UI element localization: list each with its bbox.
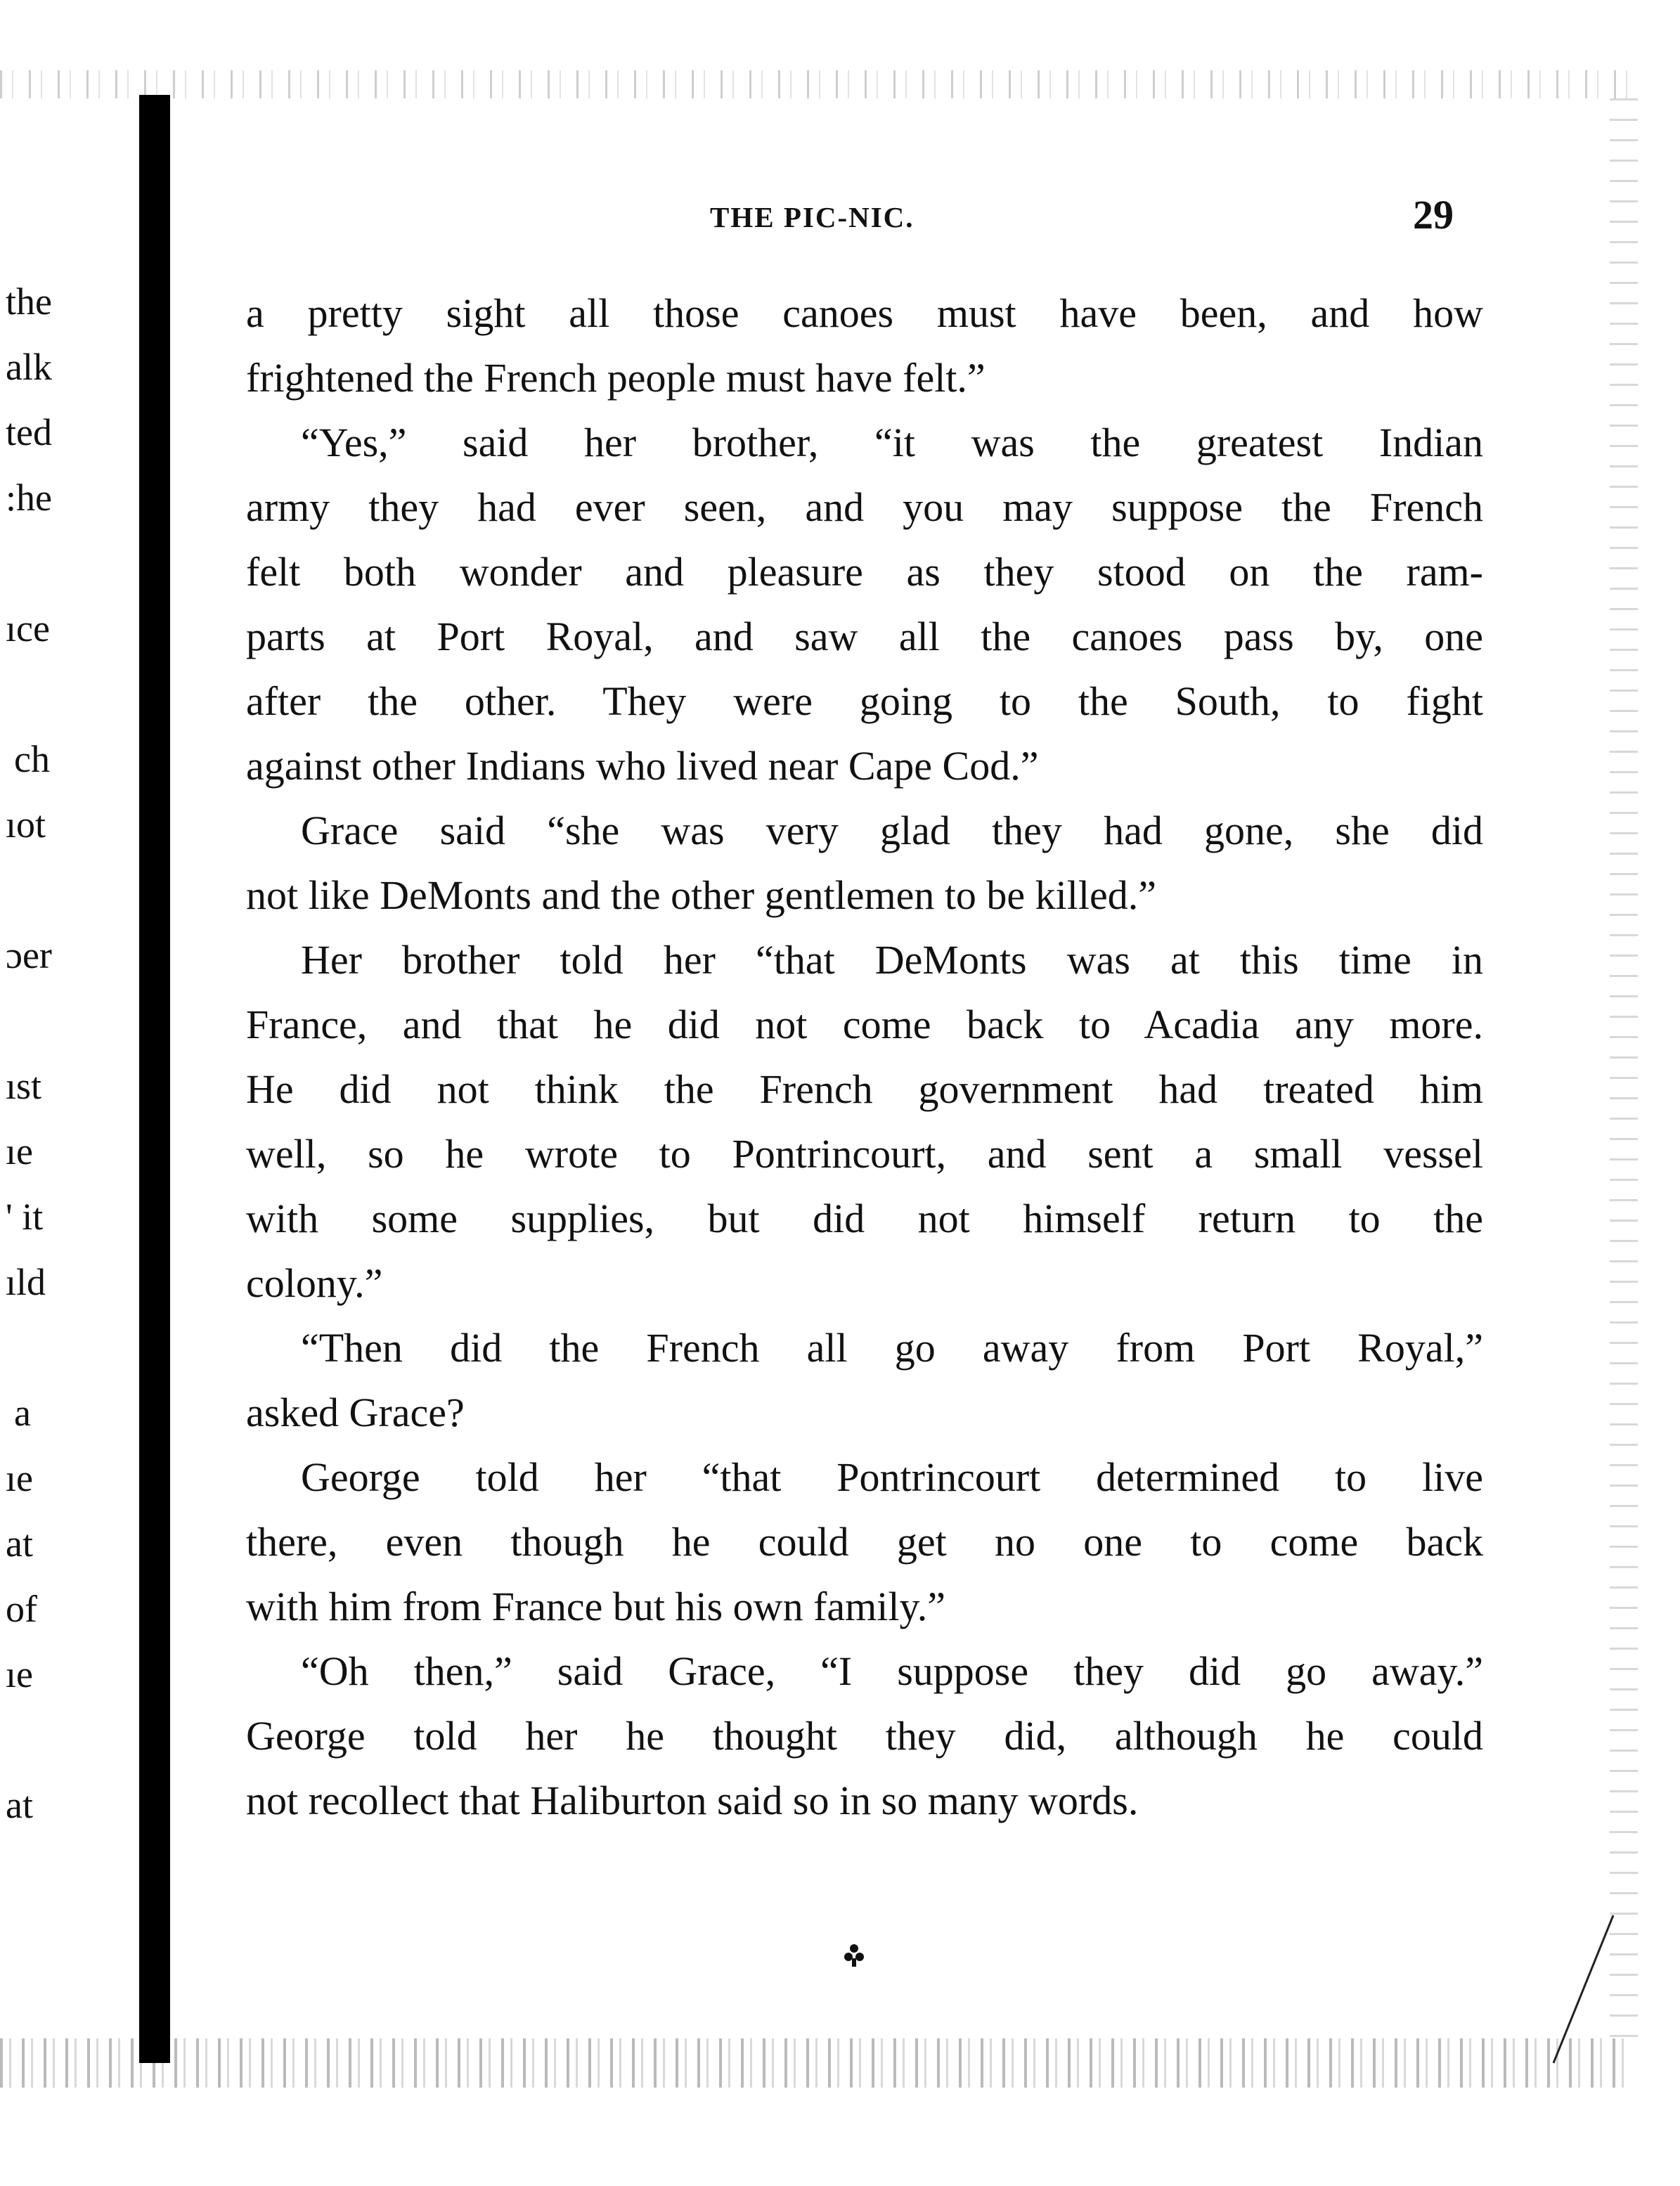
fringe-word: at: [6, 1522, 33, 1565]
scan-stray-mark: [1546, 1912, 1617, 2067]
text-line: with some supplies, but did not himself return to the: [246, 1196, 1483, 1241]
text-line: a pretty sight all those canoes must have been, and how: [246, 290, 1483, 336]
text-line: colony.”: [246, 1260, 383, 1306]
fringe-word: ted: [6, 411, 52, 453]
text-line: well, so he wrote to Pontrincourt, and sent a small vessel: [246, 1131, 1483, 1177]
fringe-word: ıe: [6, 1653, 33, 1695]
fringe-word: :he: [6, 477, 52, 519]
text-line: George told her “that Pontrincourt determined to live: [301, 1454, 1483, 1500]
text-line: felt both wonder and pleasure as they stood on the ram-: [246, 549, 1483, 595]
text-line: army they had ever seen, and you may suppose the French: [246, 484, 1483, 530]
text-line: “Yes,” said her brother, “it was the greatest Indian: [301, 420, 1483, 465]
text-line: “Oh then,” said Grace, “I suppose they did go away.”: [301, 1648, 1483, 1694]
page-top-edge-speckle: [0, 70, 1631, 98]
running-head: THE PIC-NIC.: [710, 201, 915, 233]
fringe-word: ɔer: [6, 934, 52, 976]
text-line: He did not think the French government had treated him: [246, 1066, 1483, 1112]
fringe-word: ıot: [6, 803, 46, 846]
text-line: there, even though he could get no one to come back: [246, 1519, 1483, 1565]
text-line: asked Grace?: [246, 1390, 465, 1435]
fringe-word: the: [6, 280, 52, 323]
fringe-word: ıe: [6, 1130, 33, 1172]
fringe-word: a: [14, 1392, 31, 1434]
fringe-word: ıst: [6, 1065, 42, 1107]
text-line: with him from France but his own family.”: [246, 1584, 945, 1629]
text-line: not recollect that Haliburton said so in so many words.: [246, 1778, 1139, 1823]
text-line: not like DeMonts and the other gentlemen to be killed.”: [246, 872, 1157, 918]
fringe-word: ıce: [6, 607, 50, 649]
binding-gutter-shadow: [139, 95, 170, 2063]
text-line: frightened the French people must have felt.”: [246, 355, 986, 401]
fringe-word: ıld: [6, 1261, 46, 1303]
facing-page-fragment: [0, 91, 139, 2059]
fringe-word: of: [6, 1588, 37, 1630]
text-line: George told her he thought they did, although he could: [246, 1713, 1483, 1759]
text-line: parts at Port Royal, and saw all the canoes pass by, one: [246, 614, 1483, 659]
fringe-word: ıe: [6, 1457, 33, 1499]
fringe-word: at: [6, 1784, 33, 1826]
fringe-word: ch: [14, 738, 50, 780]
text-line: against other Indians who lived near Cape Cod.”: [246, 743, 1039, 789]
fringe-word: ' it: [6, 1196, 44, 1238]
fringe-word: alk: [6, 346, 52, 388]
text-line: after the other. They were going to the South, to fight: [246, 678, 1483, 724]
ornament-icon: [840, 1940, 868, 1968]
body-text: [246, 281, 1483, 1833]
page-number: 29: [1413, 192, 1454, 238]
page-right-edge-speckle: [1610, 98, 1638, 2052]
text-line: Grace said “she was very glad they had gone, she did: [301, 808, 1483, 853]
page-bottom-edge-speckle: [0, 2038, 1631, 2088]
text-line: “Then did the French all go away from Port Royal,”: [301, 1325, 1483, 1371]
text-line: Her brother told her “that DeMonts was at this time in: [301, 937, 1483, 983]
text-line: France, and that he did not come back to Acadia any more.: [246, 1002, 1483, 1047]
